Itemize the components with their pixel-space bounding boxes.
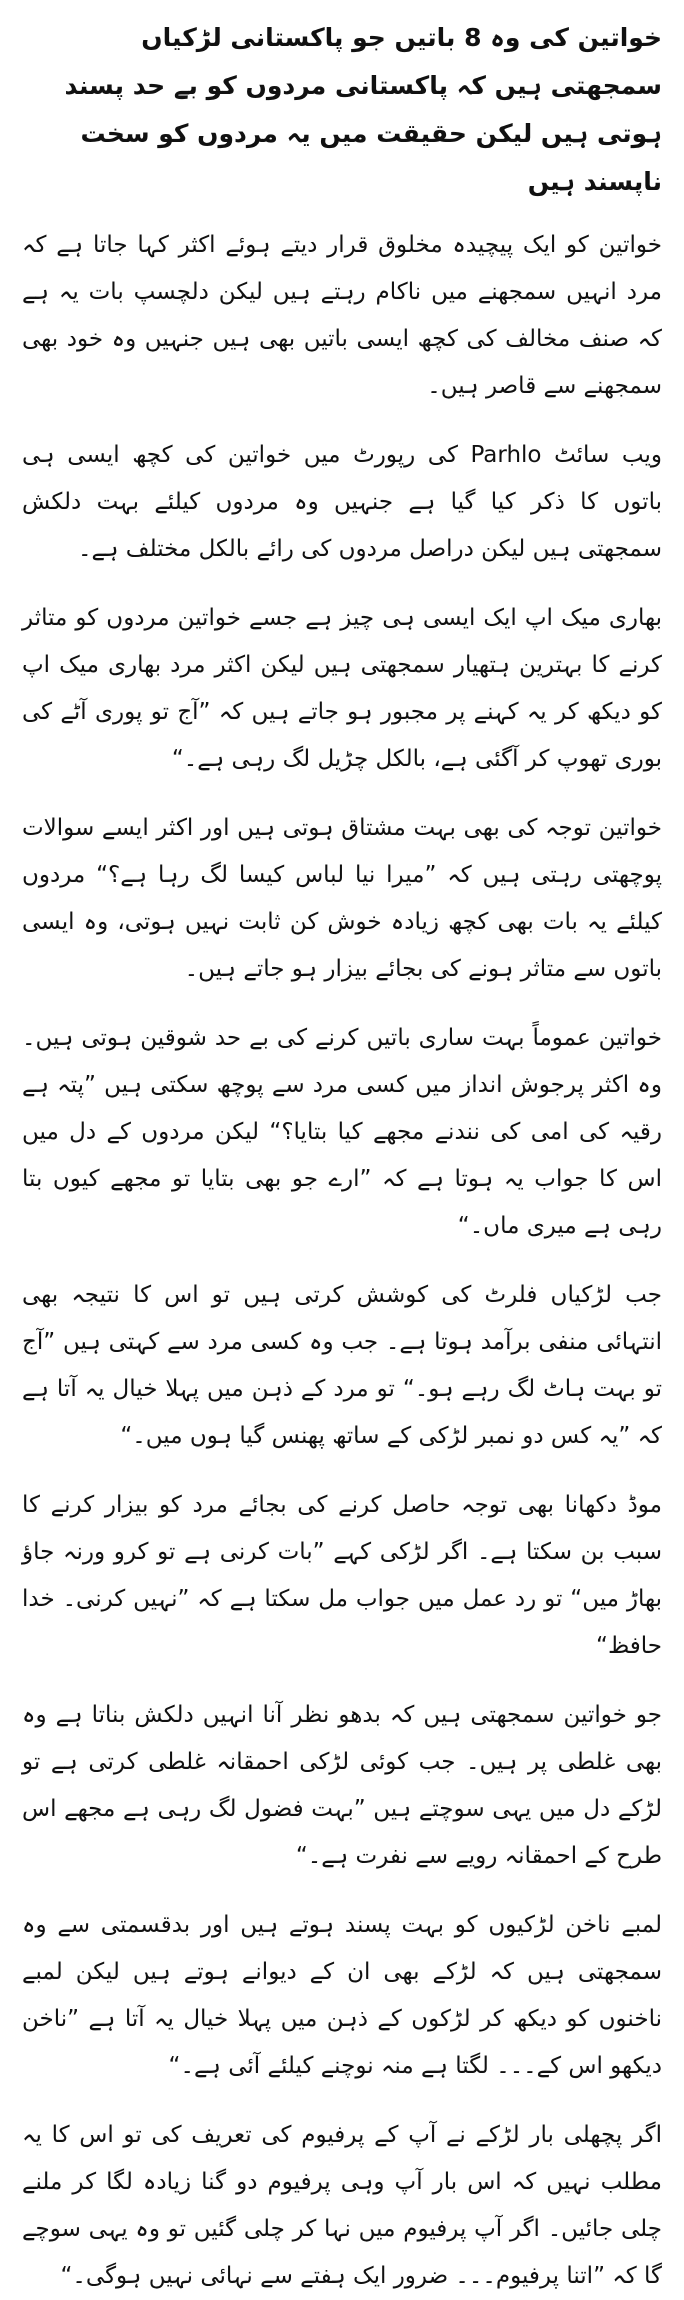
paragraph: ویب سائٹ Parhlo کی رپورٹ میں خواتین کی کچھ ایسی ہی باتوں کا ذکر کیا گیا ہے جنہیں وہ مردوں کیلئے بہت دلکش سمجھتی ہیں لیکن دراصل مردوں کی رائے بالکل مختلف ہے۔ bbox=[22, 442, 662, 562]
paragraph: اگر پچھلی بار لڑکے نے آپ کے پرفیوم کی تعریف کی تو اس کا یہ مطلب نہیں کہ اس بار آپ وہی پرفیوم دو گنا زیادہ لگا کر ملنے چلی جائیں۔ اگر آپ پرفیوم میں نہا کر چلی گئیں تو وہ یہی سوچے گا کہ ”اتنا پرفیوم۔۔۔ ضرور ایک ہفتے سے نہائی نہیں ہوگی۔“ bbox=[22, 2122, 662, 2289]
paragraph: بھاری میک اپ ایک ایسی ہی چیز ہے جسے خواتین مردوں کو متاثر کرنے کا بہترین ہتھیار سمجھتی ہیں لیکن اکثر مرد بھاری میک اپ کو دیکھ کر یہ کہنے پر مجبور ہو جاتے ہیں کہ ”آج تو پوری آٹے کی بوری تھوپ کر آگئی ہے، بالکل چڑیل لگ رہی ہے۔“ bbox=[22, 605, 662, 772]
paragraph: موڈ دکھانا بھی توجہ حاصل کرنے کی بجائے مرد کو بیزار کرنے کا سبب بن سکتا ہے۔ اگر لڑکی کہے ”بات کرنی ہے تو کرو ورنہ جاؤ بھاڑ میں“ تو رد عمل میں جواب مل سکتا ہے کہ ”نہیں کرنی۔ خدا حافظ“ bbox=[22, 1492, 662, 1659]
paragraph: خواتین کو ایک پیچیدہ مخلوق قرار دیتے ہوئے اکثر کہا جاتا ہے کہ مرد انہیں سمجھنے میں ناکام رہتے ہیں لیکن دلچسپ بات یہ ہے کہ صنف مخالف کی کچھ ایسی باتیں بھی ہیں جنہیں وہ خود بھی سمجھنے سے قاصر ہیں۔ bbox=[22, 232, 662, 399]
paragraph: خواتین عموماً بہت ساری باتیں کرنے کی بے حد شوقین ہوتی ہیں۔ وہ اکثر پرجوش انداز میں کسی مرد سے پوچھ سکتی ہیں ”پتہ ہے رقیہ کی امی کی نندنے مجھے کیا بتایا؟“ لیکن مردوں کے دل میں اس کا جواب یہ ہوتا ہے کہ ”ارے جو بھی بتایا تو مجھے کیوں بتا رہی ہے میری ماں۔“ bbox=[22, 1025, 662, 1239]
paragraph: خواتین توجہ کی بھی بہت مشتاق ہوتی ہیں اور اکثر ایسے سوالات پوچھتی رہتی ہیں کہ ”میرا نیا لباس کیسا لگ رہا ہے؟“ مردوں کیلئے یہ بات بھی کچھ زیادہ خوش کن ثابت نہیں ہوتی، وہ ایسی باتوں سے متاثر ہونے کی بجائے بیزار ہو جاتے ہیں۔ bbox=[22, 815, 662, 982]
article-title: خواتین کی وہ 8 باتیں جو پاکستانی لڑکیاں سمجھتی ہیں کہ پاکستانی مردوں کو بے حد پسند ہوتی ہیں لیکن حقیقت میں یہ مردوں کو سخت ناپسند ہیں bbox=[64, 23, 662, 196]
paragraph: لمبے ناخن لڑکیوں کو بہت پسند ہوتے ہیں اور بدقسمتی سے وہ سمجھتی ہیں کہ لڑکے بھی ان کے دیوانے ہوتے ہیں لیکن لمبے ناخنوں کو دیکھ کر لڑکوں کے ذہن میں پہلا خیال یہ آتا ہے ”ناخن دیکھو اس کے۔۔۔ لگتا ہے منہ نوچنے کیلئے آئی ہے۔“ bbox=[22, 1912, 662, 2079]
paragraph: جو خواتین سمجھتی ہیں کہ بدھو نظر آنا انہیں دلکش بناتا ہے وہ بھی غلطی پر ہیں۔ جب کوئی لڑکی احمقانہ غلطی کرتی ہے تو لڑکے دل میں یہی سوچتے ہیں ”بہت فضول لگ رہی ہے مجھے اس طرح کے احمقانہ رویے سے نفرت ہے۔“ bbox=[22, 1702, 662, 1869]
paragraph: جب لڑکیاں فلرٹ کی کوشش کرتی ہیں تو اس کا نتیجہ بھی انتہائی منفی برآمد ہوتا ہے۔ جب وہ کسی مرد سے کہتی ہیں ”آج تو بہت ہاٹ لگ رہے ہو۔“ تو مرد کے ذہن میں پہلا خیال یہ آتا ہے کہ ”یہ کس دو نمبر لڑکی کے ساتھ پھنس گیا ہوں میں۔“ bbox=[22, 1282, 662, 1449]
